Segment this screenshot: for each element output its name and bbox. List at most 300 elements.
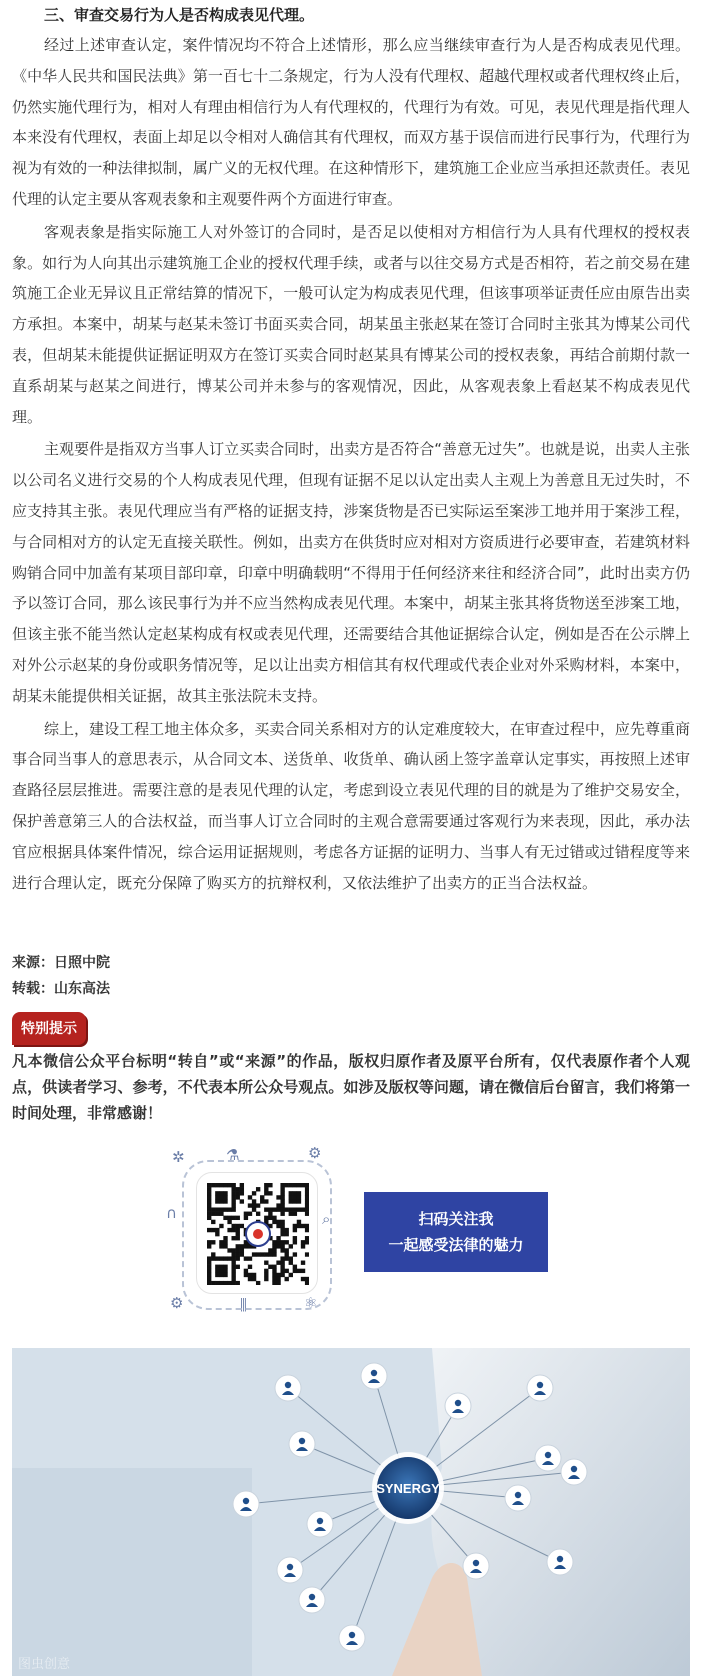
person-node-icon [275, 1375, 301, 1401]
qr-module [240, 1248, 244, 1252]
qr-module [268, 1212, 272, 1216]
qr-module [301, 1240, 305, 1244]
test-tubes-icon: ⫼ [240, 1296, 247, 1314]
small-gear-icon: ⚙ [170, 1294, 184, 1312]
qr-module [215, 1191, 219, 1195]
qr-module [285, 1183, 289, 1187]
qr-module [223, 1256, 227, 1260]
qr-module [240, 1199, 244, 1203]
qr-module [297, 1199, 301, 1203]
qr-module [252, 1277, 256, 1281]
qr-module [211, 1212, 215, 1216]
qr-module [240, 1187, 244, 1191]
qr-module [236, 1224, 240, 1228]
qr-module [236, 1256, 240, 1260]
qr-module [219, 1240, 223, 1244]
qr-module [244, 1269, 248, 1273]
atom-icon: ⚛ [304, 1294, 318, 1312]
qr-module [215, 1273, 219, 1277]
paragraph-2: 客观表象是指实际施工人对外签订的合同时，是否足以使相对方相信行为人具有代理权的授权表象。如行为人向其出示建筑施工企业的授权代理手续，或者与以往交易方式是否相符，若之前交易在建筑施工企业无异议且正常结算的情况下，一般可认定为构成表见代理，但该事项举证责任应由原告出卖方承担。本案中，胡某与赵某未签订书面买卖合同，胡某虽主张赵某在签订合同时主张其为博某公司代表，但胡某未能提供证据证明双方在签订买卖合同时赵某具有博某公司的授权表象，再结合前期付款一直系胡某与赵某之间进行，博某公司并未参与的客观情况，因此，从客观表象上看赵某不构成表见代理。 [12, 222, 690, 426]
qr-module [280, 1203, 284, 1207]
qr-module [280, 1256, 284, 1260]
qr-module [293, 1195, 297, 1199]
qr-module [207, 1195, 211, 1199]
qr-module [211, 1281, 215, 1285]
qr-module [231, 1252, 235, 1256]
qr-module [227, 1248, 231, 1252]
qr-module [276, 1236, 280, 1240]
qr-module [268, 1183, 272, 1187]
qr-module [231, 1224, 235, 1228]
qr-module [240, 1191, 244, 1195]
qr-module [293, 1212, 297, 1216]
qr-module [293, 1269, 297, 1273]
qr-module [280, 1199, 284, 1203]
qr-module [280, 1269, 284, 1273]
qr-module [305, 1199, 309, 1203]
qr-module [207, 1269, 211, 1273]
qr-module [280, 1240, 284, 1244]
qr-module [305, 1277, 309, 1281]
qr-module [236, 1252, 240, 1256]
qr-module [289, 1207, 293, 1211]
qr-module [268, 1265, 272, 1269]
qr-module [289, 1244, 293, 1248]
qr-module [289, 1273, 293, 1277]
qr-module [285, 1228, 289, 1232]
qr-module [236, 1232, 240, 1236]
qr-module [276, 1203, 280, 1207]
qr-module [211, 1207, 215, 1211]
qr-module [211, 1252, 215, 1256]
qr-module [305, 1212, 309, 1216]
qr-module [276, 1220, 280, 1224]
qr-module [215, 1269, 219, 1273]
qr-module [227, 1281, 231, 1285]
qr-module [301, 1207, 305, 1211]
qr-module [223, 1216, 227, 1220]
qr-module [219, 1265, 223, 1269]
qr-module [231, 1216, 235, 1220]
qr-module [223, 1244, 227, 1248]
qr-module [231, 1236, 235, 1240]
qr-module [272, 1273, 276, 1277]
qr-module [248, 1203, 252, 1207]
qr-module [293, 1191, 297, 1195]
person-node-icon [535, 1445, 561, 1471]
qr-module [227, 1256, 231, 1260]
qr-module [297, 1220, 301, 1224]
qr-module [252, 1191, 256, 1195]
qr-module [280, 1212, 284, 1216]
person-node-icon [307, 1511, 333, 1537]
qr-module [276, 1195, 280, 1199]
qr-module [285, 1277, 289, 1281]
qr-module [231, 1191, 235, 1195]
qr-module [280, 1232, 284, 1236]
qr-module [227, 1207, 231, 1211]
qr-module [231, 1277, 235, 1281]
qr-module [219, 1224, 223, 1228]
qr-module [285, 1256, 289, 1260]
qr-module [207, 1228, 211, 1232]
article-body [12, 0, 690, 900]
lightbulb-icon: ✲ [172, 1148, 185, 1166]
qr-module [285, 1207, 289, 1211]
qr-code[interactable] [196, 1172, 318, 1294]
gear-icon: ⚙ [308, 1144, 322, 1162]
qr-module [219, 1281, 223, 1285]
qr-module [227, 1220, 231, 1224]
qr-module [305, 1236, 309, 1240]
qr-module [223, 1207, 227, 1211]
qr-module [289, 1195, 293, 1199]
qr-module [252, 1199, 256, 1203]
qr-module [231, 1228, 235, 1232]
qr-module [215, 1199, 219, 1203]
person-node-icon [233, 1491, 259, 1517]
qr-module [211, 1183, 215, 1187]
qr-module [236, 1281, 240, 1285]
network-illustration [12, 1348, 690, 1676]
qr-module [289, 1212, 293, 1216]
magnet-icon: ∩ [166, 1204, 177, 1222]
qr-module [293, 1240, 297, 1244]
qr-module [211, 1228, 215, 1232]
qr-module [223, 1236, 227, 1240]
qr-module [289, 1199, 293, 1203]
qr-module [280, 1224, 284, 1228]
qr-module [215, 1195, 219, 1199]
person-node-icon [361, 1363, 387, 1389]
qr-module [219, 1269, 223, 1273]
qr-module [231, 1199, 235, 1203]
qr-module [264, 1187, 268, 1191]
qr-module [305, 1281, 309, 1285]
qr-module [252, 1207, 256, 1211]
source-info [12, 950, 690, 1002]
qr-module [272, 1248, 276, 1252]
promo-line-2: 一起感受法律的魅力 [388, 1236, 524, 1254]
qr-module [280, 1248, 284, 1252]
qr-module [285, 1232, 289, 1236]
qr-module [276, 1207, 280, 1211]
qr-module [297, 1207, 301, 1211]
qr-module [305, 1228, 309, 1232]
qr-module [305, 1203, 309, 1207]
hub-label: SYNERGY [376, 1481, 440, 1496]
qr-module [236, 1216, 240, 1220]
qr-module [219, 1273, 223, 1277]
qr-module [240, 1224, 244, 1228]
qr-module [231, 1203, 235, 1207]
qr-module [293, 1252, 297, 1256]
qr-module [280, 1273, 284, 1277]
qr-module [293, 1207, 297, 1211]
qr-module [252, 1273, 256, 1277]
qr-module [207, 1199, 211, 1203]
qr-module [207, 1265, 211, 1269]
qr-module [280, 1220, 284, 1224]
qr-module [223, 1269, 227, 1273]
qr-module [285, 1240, 289, 1244]
qr-module [207, 1281, 211, 1285]
qr-module [231, 1256, 235, 1260]
person-node-icon [547, 1549, 573, 1575]
qr-module [264, 1191, 268, 1195]
qr-module [207, 1187, 211, 1191]
qr-module [207, 1207, 211, 1211]
person-node-icon [445, 1393, 471, 1419]
qr-module [231, 1183, 235, 1187]
qr-module [240, 1252, 244, 1256]
qr-module [244, 1273, 248, 1277]
qr-module [260, 1252, 264, 1256]
qr-module [305, 1183, 309, 1187]
qr-module [219, 1195, 223, 1199]
magnifier-icon: ⌕ [322, 1210, 331, 1228]
qr-module [301, 1224, 305, 1228]
qr-module [211, 1220, 215, 1224]
qr-module [207, 1261, 211, 1265]
paragraph-4: 综上，建设工程工地主体众多，买卖合同关系相对方的认定难度较大，在审查过程中，应先尊重商事合同当事人的意思表示，从合同文本、送货单、收货单、确认函上签字盖章认定事实，再按照上述审查路径层层推进。需要注意的是表见代理的认定，考虑到设立表见代理的目的就是为了维护交易安全，保护善意第三人的合法权益，而当事人订立合同时的主观合意需要通过客观行为来表现，因此，承办法官应根据具体案件情况，综合运用证据规则，考虑各方证据的证明力、当事人有无过错或过错程度等来进行合理认定，既充分保障了购买方的抗辩权利，又依法维护了出卖方的正当合法权益。 [12, 719, 690, 892]
qr-module [248, 1195, 252, 1199]
qr-module [223, 1273, 227, 1277]
person-node-icon [527, 1375, 553, 1401]
person-node-icon [463, 1553, 489, 1579]
watermark: 图虫创意 [18, 1657, 71, 1672]
qr-module [215, 1183, 219, 1187]
qr-module [268, 1191, 272, 1195]
qr-module [260, 1195, 264, 1199]
follow-promo-banner [364, 1192, 548, 1272]
qr-module [215, 1228, 219, 1232]
qr-module [272, 1207, 276, 1211]
person-node-icon [339, 1625, 365, 1651]
qr-module [207, 1277, 211, 1281]
qr-module [305, 1187, 309, 1191]
qr-module [305, 1207, 309, 1211]
person-node-icon [299, 1587, 325, 1613]
qr-module [240, 1244, 244, 1248]
qr-module [248, 1273, 252, 1277]
qr-module [215, 1281, 219, 1285]
qr-module [231, 1281, 235, 1285]
qr-module [211, 1256, 215, 1260]
repost-line: 转载：山东高法 [12, 981, 110, 997]
qr-module [264, 1252, 268, 1256]
qr-module [272, 1277, 276, 1281]
qr-code-panel [166, 1144, 350, 1318]
qr-module [231, 1261, 235, 1265]
qr-module [293, 1265, 297, 1269]
qr-module [297, 1269, 301, 1273]
qr-module [289, 1261, 293, 1265]
qr-module [248, 1256, 252, 1260]
qr-module [240, 1183, 244, 1187]
promo-line-1: 扫码关注我 [418, 1210, 494, 1228]
qr-module [276, 1261, 280, 1265]
qr-module [244, 1212, 248, 1216]
qr-module [272, 1240, 276, 1244]
qr-module [223, 1281, 227, 1285]
qr-module [236, 1195, 240, 1199]
synergy-banner-image [12, 1348, 690, 1676]
qr-module [297, 1191, 301, 1195]
qr-module [293, 1224, 297, 1228]
qr-module [276, 1224, 280, 1228]
qr-module [236, 1236, 240, 1240]
qr-module [252, 1252, 256, 1256]
qr-module [207, 1183, 211, 1187]
qr-module [264, 1207, 268, 1211]
qr-module [231, 1207, 235, 1211]
qr-module [256, 1187, 260, 1191]
qr-module [256, 1281, 260, 1285]
qr-module [276, 1244, 280, 1248]
qr-module [301, 1269, 305, 1273]
qr-module [231, 1187, 235, 1191]
qr-module [280, 1207, 284, 1211]
qr-module [285, 1252, 289, 1256]
qr-module [297, 1224, 301, 1228]
qr-module [264, 1199, 268, 1203]
qr-module [305, 1191, 309, 1195]
qr-module [276, 1277, 280, 1281]
qr-module [236, 1191, 240, 1195]
qr-module [276, 1281, 280, 1285]
qr-module [264, 1183, 268, 1187]
qr-module [231, 1269, 235, 1273]
qr-module [280, 1261, 284, 1265]
qr-module [268, 1248, 272, 1252]
qr-module [305, 1252, 309, 1256]
person-node-icon [561, 1459, 587, 1485]
qr-module [256, 1252, 260, 1256]
qr-module [244, 1256, 248, 1260]
qr-module [215, 1232, 219, 1236]
qr-module [285, 1269, 289, 1273]
person-node-icon [289, 1431, 315, 1457]
qr-module [268, 1207, 272, 1211]
qr-module [223, 1195, 227, 1199]
qr-module [272, 1281, 276, 1285]
qr-module [280, 1195, 284, 1199]
qr-module [264, 1273, 268, 1277]
qr-module [227, 1216, 231, 1220]
qr-module [219, 1191, 223, 1195]
special-notice-badge: 特别提示 [12, 1012, 86, 1045]
qr-module [207, 1256, 211, 1260]
qr-module [207, 1244, 211, 1248]
qr-module [293, 1183, 297, 1187]
qr-module [207, 1216, 211, 1220]
qr-module [272, 1269, 276, 1273]
qr-module [264, 1277, 268, 1281]
qr-module [301, 1277, 305, 1281]
qr-module [219, 1244, 223, 1248]
qr-module [276, 1240, 280, 1244]
qr-module [252, 1203, 256, 1207]
qr-module [219, 1199, 223, 1203]
qr-module [211, 1240, 215, 1244]
qr-module [280, 1265, 284, 1269]
qr-module [264, 1269, 268, 1273]
qr-module [223, 1191, 227, 1195]
qr-module [256, 1212, 260, 1216]
qr-module [264, 1261, 268, 1265]
qr-module [293, 1199, 297, 1203]
qr-module [280, 1191, 284, 1195]
qr-module [231, 1248, 235, 1252]
qr-module [285, 1248, 289, 1252]
qr-module [215, 1207, 219, 1211]
qr-module [272, 1220, 276, 1224]
qr-module [305, 1224, 309, 1228]
qr-module [280, 1187, 284, 1191]
qr-module [236, 1244, 240, 1248]
qr-module [227, 1183, 231, 1187]
qr-module [276, 1273, 280, 1277]
qr-center-logo [245, 1221, 271, 1247]
qr-module [231, 1265, 235, 1269]
qr-module [207, 1273, 211, 1277]
qr-module [219, 1212, 223, 1216]
qr-module [280, 1228, 284, 1232]
qr-module [244, 1216, 248, 1220]
source-line: 来源：日照中院 [12, 955, 110, 971]
qr-module [293, 1236, 297, 1240]
qr-module [219, 1256, 223, 1260]
qr-module [223, 1240, 227, 1244]
qr-module [289, 1256, 293, 1260]
qr-module [236, 1228, 240, 1232]
qr-module [219, 1183, 223, 1187]
qr-module [207, 1203, 211, 1207]
qr-module [223, 1183, 227, 1187]
qr-module [272, 1244, 276, 1248]
qr-module [305, 1195, 309, 1199]
qr-module [219, 1207, 223, 1211]
qr-module [207, 1191, 211, 1195]
qr-module [236, 1248, 240, 1252]
qr-module [248, 1277, 252, 1281]
qr-module [272, 1265, 276, 1269]
paragraph-1: 经过上述审查认定，案件情况均不符合上述情形，那么应当继续审查行为人是否构成表见代理。《中华人民共和国民法典》第一百七十二条规定，行为人没有代理权、超越代理权或者代理权终止后，仍然实施代理行为，相对人有理由相信行为人有代理权的，代理行为有效。可见，表见代理是指代理人本来没有代理权，表面上却足以令相对人确信其有代理权，而双方基于误信而进行民事行为，代理行为视为有效的一种法律拟制，属广义的无权代理。在这种情形下，建筑施工企业应当承担还款责任。表见代理的认定主要从客观表象和主观要件两个方面进行审查。 [12, 36, 690, 208]
person-node-icon [277, 1557, 303, 1583]
qr-module [301, 1183, 305, 1187]
qr-module [223, 1199, 227, 1203]
qr-module [215, 1256, 219, 1260]
qr-module [227, 1228, 231, 1232]
qr-module [248, 1212, 252, 1216]
qr-module [244, 1244, 248, 1248]
qr-module [248, 1265, 252, 1269]
qr-module [215, 1212, 219, 1216]
qr-module [280, 1183, 284, 1187]
qr-module [297, 1183, 301, 1187]
qr-module [264, 1216, 268, 1220]
qr-module [215, 1265, 219, 1269]
background-window [12, 1468, 252, 1676]
person-node-icon [505, 1485, 531, 1511]
qr-module [272, 1252, 276, 1256]
qr-module [289, 1191, 293, 1195]
section-heading: 三、审查交易行为人是否构成表见代理。 [44, 6, 315, 24]
paragraph-3: 主观要件是指双方当事人订立买卖合同时，出卖方是否符合“善意无过失”。也就是说，出卖人主张以公司名义进行交易的个人构成表见代理，但现有证据不足以认定出卖人主观上为善意且无过失时，不应支持其主张。表见代理应当有严格的证据支持，涉案货物是否已实际运至案涉工地并用于案涉工程，与合同相对方的认定无直接关联性。例如，出卖方在供货时应对相对方资质进行必要审查，若建筑材料购销合同中加盖有某项目部印章，印章中明确载明“不得用于任何经济来往和经济合同”，此时出卖方仍予以签订合同，那么该民事行为并不应当然构成表见代理。本案中，胡某主张其将货物送至涉案工地，但该主张不能当然认定赵某构成有权或表见代理，还需要结合其他证据综合认定，例如是否在公示牌上对外公示赵某的身份或职务情况等，足以让出卖方相信其有权代理或代表企业对外采购材料，本案中，胡某未能提供相关证据，故其主张法院未支持。 [12, 440, 690, 705]
qr-module [236, 1265, 240, 1269]
qr-module [236, 1187, 240, 1191]
